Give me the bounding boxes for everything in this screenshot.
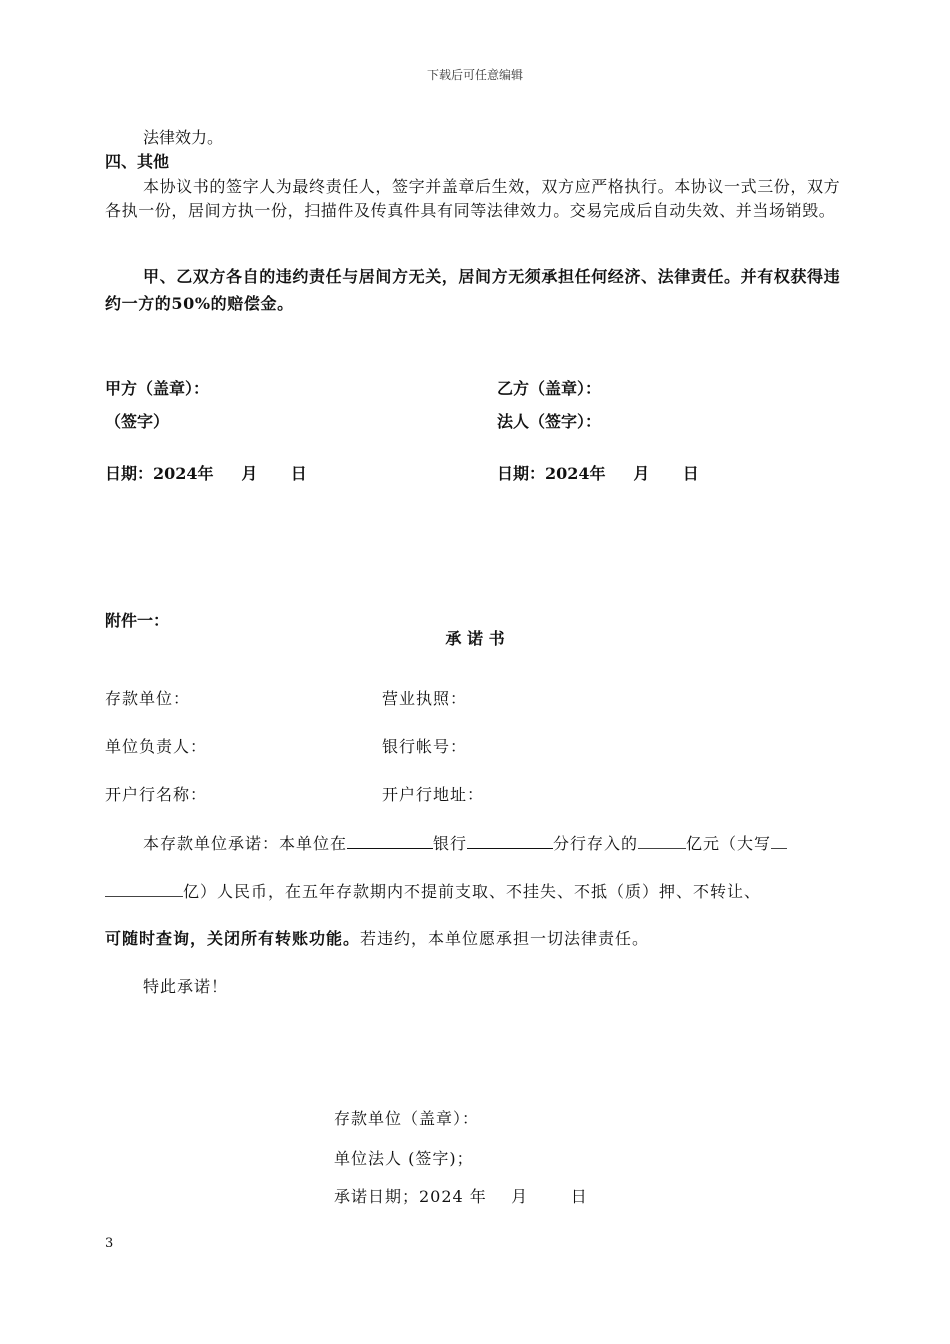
capital-blank-start	[771, 832, 787, 849]
amount-blank	[638, 832, 686, 849]
page-number: 3	[105, 1236, 114, 1251]
pledge-tail: 若违约，本单位愿承担一切法律责任。	[360, 929, 650, 948]
unit-head-label: 单位负责人：	[105, 737, 208, 756]
legal-effect-line: 法律效力。	[143, 128, 224, 147]
pledge-line-3	[105, 928, 649, 950]
hereby-pledge: 特此承诺！	[143, 977, 229, 996]
bank-name-label: 开户行名称：	[105, 785, 208, 804]
party-b-seal: 乙方（盖章）：	[497, 379, 602, 398]
date-a: 日期：2024年 月 日	[105, 464, 307, 483]
liability-paragraph: 甲、乙双方各自的违约责任与居间方无关，居间方无须承担任何经济、法律责任。并有权获得违约一方的50%的赔偿金。	[105, 267, 841, 313]
bank-address-label: 开户行地址：	[382, 785, 485, 804]
attachment-title: 承 诺 书	[445, 629, 505, 648]
business-license-label: 营业执照：	[382, 689, 468, 708]
pledge-part1: 本存款单位承诺：本单位在	[143, 834, 348, 853]
deposit-unit-label: 存款单位：	[105, 689, 191, 708]
sig-seal: 存款单位（盖章）：	[334, 1109, 480, 1128]
capital-blank-end	[105, 880, 183, 897]
pledge-branch: 分行存入的	[553, 834, 639, 853]
branch-blank	[467, 832, 553, 849]
page-header-note: 下载后可任意编辑	[426, 68, 523, 82]
pledge-amount: 亿元（大写	[686, 834, 772, 853]
sig-legal: 单位法人 (签字)；	[334, 1149, 474, 1168]
other-paragraph: 本协议书的签字人为最终责任人，签字并盖章后生效，双方应严格执行。本协议一式三份，双方各执一份，居间方执一份，扫描件及传真件具有同等法律效力。交易完成后自动失效、并当场销毁。	[105, 177, 841, 220]
pledge-line-1	[143, 832, 787, 855]
sig-date: 承诺日期；2024 年 月 日	[334, 1187, 588, 1206]
section-other-heading: 四、其他	[105, 152, 170, 171]
bank-account-label: 银行帐号：	[382, 737, 468, 756]
party-b-sign: 法人（签字）：	[497, 412, 602, 431]
pledge-line-2	[105, 880, 761, 903]
pledge-bank: 银行	[433, 834, 468, 853]
date-b: 日期：2024年 月 日	[497, 464, 699, 483]
attachment-label: 附件一：	[105, 611, 170, 630]
pledge-bold: 可随时查询，关闭所有转账功能。	[105, 929, 361, 948]
pledge-line2-text: 亿）人民币，在五年存款期内不提前支取、不挂失、不抵（质）押、不转让、	[183, 882, 762, 901]
bank-blank	[347, 832, 433, 849]
party-a-seal: 甲方（盖章）：	[105, 379, 210, 398]
party-a-sign: （签字）	[105, 412, 170, 431]
